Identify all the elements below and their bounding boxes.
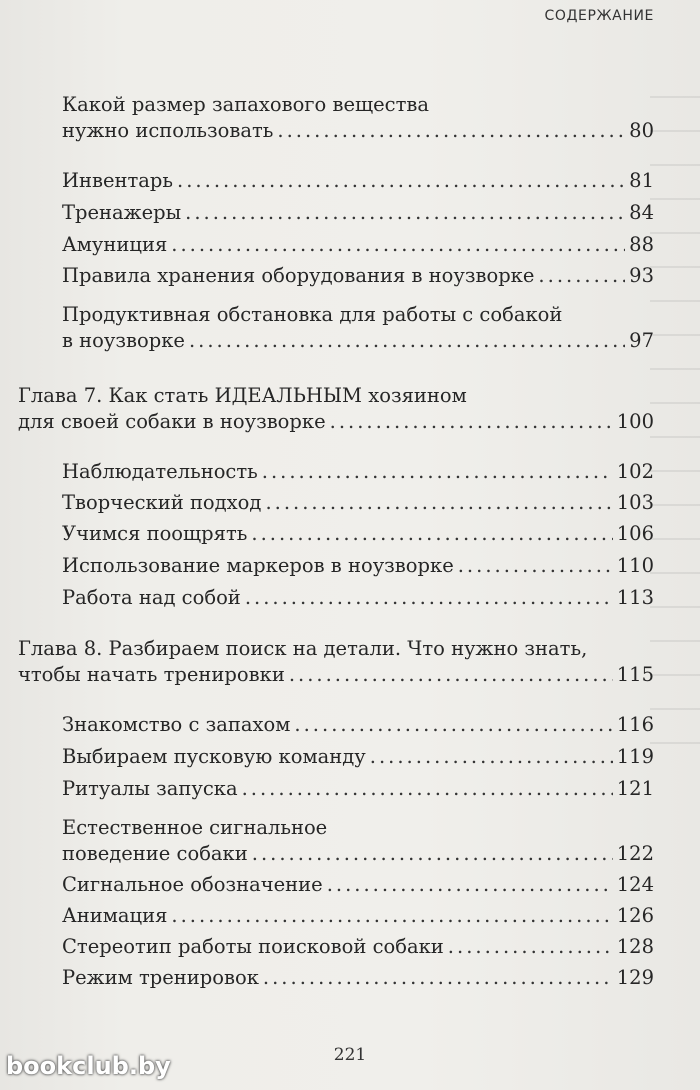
toc-page-number: 121 (616, 777, 654, 800)
toc-entry-title: в ноузворке (62, 329, 185, 352)
toc-entry (62, 776, 654, 802)
leader-dots (251, 521, 612, 547)
leader-dots (177, 168, 625, 194)
leader-dots (245, 585, 613, 611)
leader-dots (189, 328, 625, 354)
toc-page-number: 106 (616, 522, 654, 545)
toc-page-number: 128 (616, 935, 654, 958)
leader-dots (262, 459, 613, 485)
chapter-entry (18, 636, 654, 688)
toc-entry (62, 490, 654, 516)
leader-dots (538, 263, 625, 289)
leader-dots (171, 903, 612, 929)
toc-entry-title: Знакомство с запахом (62, 713, 291, 736)
toc-entry-title: Работа над собой (62, 586, 241, 609)
toc-entry-title: Сигнальное обозначение (62, 873, 323, 896)
leader-dots (330, 409, 613, 435)
chapter-title: чтобы начать тренировки (18, 663, 285, 686)
leader-dots (327, 872, 613, 898)
leader-dots (277, 118, 625, 144)
leader-dots (265, 490, 612, 516)
toc-entry (62, 965, 654, 991)
toc-entry-title: нужно использовать (62, 119, 274, 142)
toc-entry (62, 263, 654, 289)
toc-entry (62, 872, 654, 898)
leader-dots (171, 232, 625, 258)
toc-entry-title: Выбираем пусковую команду (62, 745, 366, 768)
toc-page-number: 100 (616, 410, 654, 433)
toc-entry (62, 744, 654, 770)
leader-dots (263, 965, 613, 991)
toc-page-number: 97 (629, 329, 654, 352)
toc-entry (62, 302, 654, 354)
toc-entry (62, 459, 654, 485)
toc-page-number: 110 (616, 554, 654, 577)
toc-page-number: 122 (616, 842, 654, 865)
toc-entry-title-line1: Какой размер запахового вещества (62, 93, 429, 116)
leader-dots (370, 744, 613, 770)
leader-dots (458, 553, 613, 579)
chapter-title: для своей собаки в ноузворке (18, 410, 326, 433)
toc-entry-title-line1: Продуктивная обстановка для работы с собакой (62, 303, 563, 326)
toc-entry-title: Творческий подход (62, 491, 262, 514)
page-number: 221 (333, 1045, 367, 1065)
toc-entry (62, 168, 654, 194)
toc-entry-title: поведение собаки (62, 842, 248, 865)
toc-entry (62, 200, 654, 226)
toc-entry-title: Инвентарь (62, 169, 174, 192)
toc-page-number: 103 (616, 491, 654, 514)
toc-entry-title: Правила хранения оборудования в ноузворке (62, 264, 535, 287)
chapter-title-line1: Глава 7. Как стать ИДЕАЛЬНЫМ хозяином (18, 384, 467, 407)
toc-page-number: 84 (629, 201, 654, 224)
chapter-title-line1: Глава 8. Разбираем поиск на детали. Что нужно знать, (18, 637, 588, 660)
toc-page-number: 80 (629, 119, 654, 142)
running-header: СОДЕРЖАНИЕ (544, 8, 654, 24)
toc-entry (62, 521, 654, 547)
toc-entry-title: Использование маркеров в ноузворке (62, 554, 454, 577)
toc-entry (62, 232, 654, 258)
toc-page-number: 124 (616, 873, 654, 896)
toc-entry-title: Наблюдательность (62, 460, 258, 483)
toc-entry (62, 712, 654, 738)
toc-entry-title-line1: Естественное сигнальное (62, 816, 328, 839)
leader-dots (242, 776, 613, 802)
toc-entry-title: Амуниция (62, 233, 168, 256)
leader-dots (294, 712, 612, 738)
toc-entry (62, 553, 654, 579)
leader-dots (289, 662, 613, 688)
toc-entry (62, 92, 654, 144)
toc-page-number: 93 (629, 264, 654, 287)
toc-entry-title: Ритуалы запуска (62, 777, 238, 800)
toc-page-number: 126 (616, 904, 654, 927)
bleed-through-shadow (650, 70, 700, 770)
leader-dots (185, 200, 625, 226)
toc-page-number: 115 (616, 663, 654, 686)
toc-page-number: 102 (616, 460, 654, 483)
toc-entry-title: Учимся поощрять (62, 522, 248, 545)
toc-entry (62, 903, 654, 929)
toc-entry (62, 815, 654, 867)
toc-page-number: 119 (616, 745, 654, 768)
toc-page-number: 129 (616, 966, 654, 989)
toc-page-number: 116 (616, 713, 654, 736)
leader-dots (448, 934, 613, 960)
leader-dots (252, 841, 613, 867)
toc-page-number: 88 (629, 233, 654, 256)
toc-entry-title: Анимация (62, 904, 168, 927)
chapter-entry (18, 383, 654, 435)
toc-entry-title: Тренажеры (62, 201, 182, 224)
toc-entry-title: Режим тренировок (62, 966, 259, 989)
toc-entry-title: Стереотип работы поисковой собаки (62, 935, 444, 958)
toc-entry (62, 585, 654, 611)
toc-entry (62, 934, 654, 960)
watermark: bookclub.by (6, 1052, 171, 1080)
toc-page-number: 113 (616, 586, 654, 609)
toc-page-number: 81 (629, 169, 654, 192)
